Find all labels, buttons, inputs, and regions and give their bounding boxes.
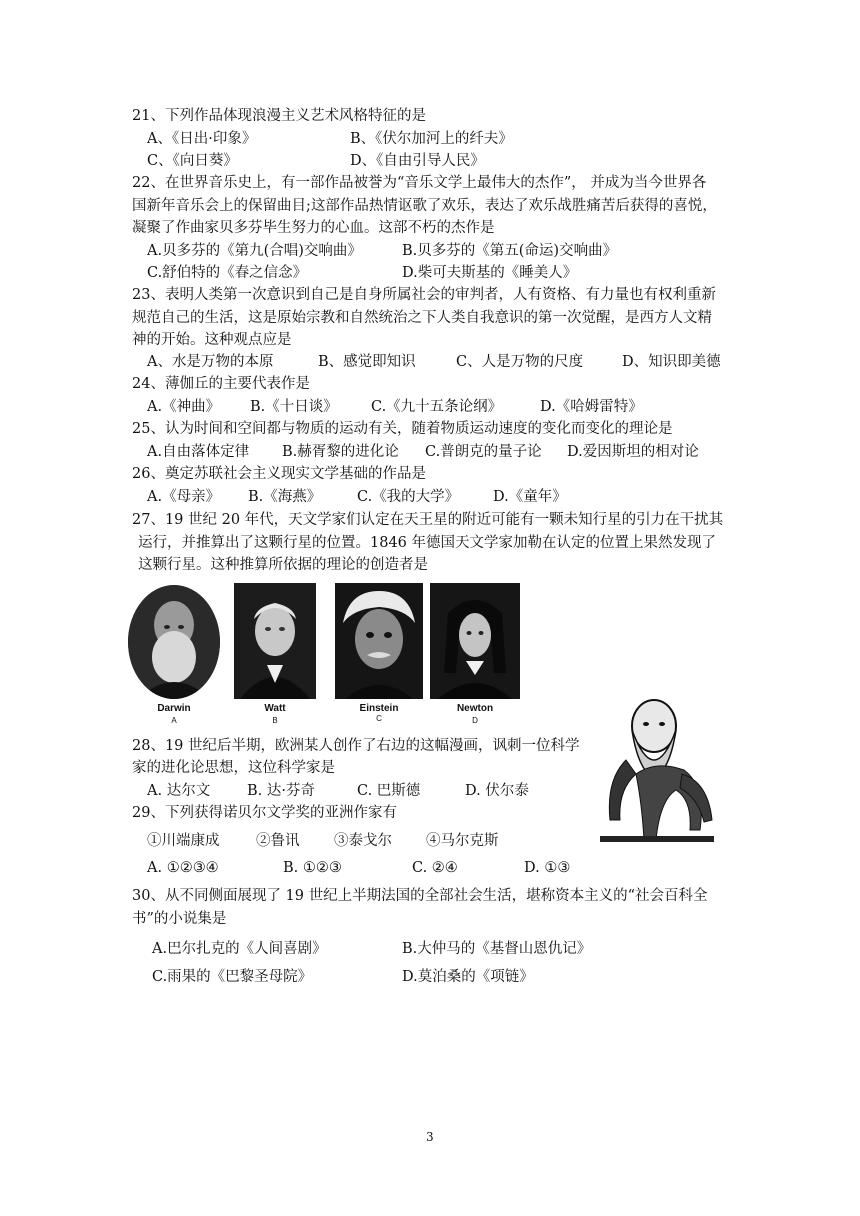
q25-option-b: B.赫胥黎的进化论 bbox=[282, 444, 399, 460]
q26-option-b: B.《海燕》 bbox=[248, 489, 322, 505]
q29-option-a: A. ①②③④ bbox=[147, 860, 219, 876]
portrait-caption-einstein: Einstein bbox=[359, 703, 399, 714]
q27-stem-line1: 27、19 世纪 20 年代，天文学家们认定在天王星的附近可能有一颗未知行星的引力在干扰其 bbox=[132, 512, 724, 528]
q23-option-a: A、水是万物的本原 bbox=[147, 354, 274, 370]
q23-stem-line1: 23、表明人类第一次意识到自己是自身所属社会的审判者，人有资格、有力量也有权利重新 bbox=[132, 287, 716, 303]
q23-option-d: D、知识即美德 bbox=[622, 354, 721, 370]
page-number: 3 bbox=[426, 1130, 434, 1144]
q30-stem-line2: 书”的小说集是 bbox=[132, 911, 227, 927]
portrait-einstein-icon bbox=[335, 583, 423, 699]
q22-stem-line2: 国新年音乐会上的保留曲目;这部作品热情讴歌了欢乐，表达了欢乐战胜痛苦后获得的喜悦， bbox=[132, 198, 717, 214]
portrait-caption-watt: Watt bbox=[264, 703, 286, 714]
q22-stem-line1: 22、在世界音乐史上，有一部作品被誉为“音乐文学上最伟大的杰作”， 并成为当今世界各 bbox=[132, 175, 707, 191]
q29-item-1: ①川端康成 bbox=[147, 833, 220, 849]
q30-stem-line1: 30、从不同侧面展现了 19 世纪上半期法国的全部社会生活，堪称资本主义的“社会百科全 bbox=[132, 888, 708, 904]
q27-stem-line2: 运行，并推算出了这颗行星的位置。1846 年德国天文学家加勒在认定的位置上果然发现了 bbox=[138, 535, 717, 551]
portrait-darwin-icon bbox=[128, 585, 220, 699]
q28-option-d: D. 伏尔泰 bbox=[465, 783, 529, 799]
q26-option-c: C.《我的大学》 bbox=[357, 489, 460, 505]
q29-item-4: ④马尔克斯 bbox=[426, 833, 499, 849]
q22-option-c: C.舒伯特的《春之信念》 bbox=[147, 265, 308, 281]
q30-option-b: B.大仲马的《基督山恩仇记》 bbox=[402, 941, 592, 957]
q28-option-b: B. 达·芬奇 bbox=[247, 783, 315, 799]
q22-option-b: B.贝多芬的《第五(命运)交响曲》 bbox=[402, 243, 618, 259]
q28-option-a: A. 达尔文 bbox=[147, 783, 211, 799]
q23-stem-line3: 神的开始。这种观点应是 bbox=[132, 332, 292, 348]
q30-option-a: A.巴尔扎克的《人间喜剧》 bbox=[152, 941, 327, 957]
q30-option-c: C.雨果的《巴黎圣母院》 bbox=[152, 969, 313, 985]
q30-option-d: D.莫泊桑的《项链》 bbox=[402, 969, 534, 985]
q22-stem-line3: 凝聚了作曲家贝多芬毕生努力的心血。这部不朽的杰作是 bbox=[132, 220, 495, 236]
q21-option-b: B、《伏尔加河上的纤夫》 bbox=[350, 131, 513, 147]
q25-option-a: A.自由落体定律 bbox=[147, 444, 250, 460]
q26-option-d: D.《童年》 bbox=[493, 489, 567, 505]
portrait-letter-b: B bbox=[272, 716, 278, 725]
q25-option-d: D.爱因斯坦的相对论 bbox=[567, 444, 699, 460]
q21-stem: 21、下列作品体现浪漫主义艺术风格特征的是 bbox=[132, 108, 426, 124]
q24-option-c: C.《九十五条论纲》 bbox=[371, 399, 503, 415]
portrait-newton-icon bbox=[430, 583, 520, 699]
q23-stem-line2: 规范自己的生活，这是原始宗教和自然统治之下人类自我意识的第一次觉醒，是西方人文精 bbox=[132, 310, 712, 326]
q29-stem: 29、下列获得诺贝尔文学奖的亚洲作家有 bbox=[132, 805, 397, 821]
q29-option-d: D. ①③ bbox=[524, 860, 571, 876]
q29-option-b: B. ①②③ bbox=[283, 860, 342, 876]
portrait-letter-c: C bbox=[376, 714, 382, 723]
q21-option-c: C、《向日葵》 bbox=[147, 153, 238, 169]
q23-option-c: C、人是万物的尺度 bbox=[456, 354, 584, 370]
q28-option-c: C. 巴斯德 bbox=[357, 783, 421, 799]
q25-option-c: C.普朗克的量子论 bbox=[425, 444, 542, 460]
q24-option-d: D.《哈姆雷特》 bbox=[540, 399, 643, 415]
q29-item-2: ②鲁讯 bbox=[256, 833, 300, 849]
portrait-caption-newton: Newton bbox=[456, 703, 494, 714]
q24-stem: 24、薄伽丘的主要代表作是 bbox=[132, 376, 310, 392]
portrait-letter-d: D bbox=[472, 716, 478, 725]
q25-stem: 25、认为时间和空间都与物质的运动有关，随着物质运动速度的变化而变化的理论是 bbox=[132, 421, 673, 437]
q29-option-c: C. ②④ bbox=[412, 860, 458, 876]
q21-option-d: D、《自由引导人民》 bbox=[350, 153, 485, 169]
q28-stem-line2: 家的进化论思想，这位科学家是 bbox=[132, 760, 335, 776]
q23-option-b: B、感觉即知识 bbox=[318, 354, 416, 370]
darwin-ape-cartoon-icon bbox=[596, 690, 718, 848]
q27-stem-line3: 这颗行星。这种推算所依据的理论的创造者是 bbox=[138, 557, 428, 573]
q24-option-a: A.《神曲》 bbox=[147, 399, 221, 415]
portrait-caption-darwin: Darwin bbox=[157, 703, 191, 714]
portrait-watt-icon bbox=[234, 583, 316, 699]
q22-option-d: D.柴可夫斯基的《睡美人》 bbox=[402, 265, 578, 281]
portrait-letter-a: A bbox=[171, 716, 177, 725]
q21-option-a: A、《日出·印象》 bbox=[147, 131, 257, 147]
q28-stem-line1: 28、19 世纪后半期，欧洲某人创作了右边的这幅漫画，讽刺一位科学 bbox=[132, 738, 580, 754]
q26-stem: 26、奠定苏联社会主义现实文学基础的作品是 bbox=[132, 466, 426, 482]
q22-option-a: A.贝多芬的《第九(合唱)交响曲》 bbox=[147, 243, 362, 259]
q29-item-3: ③泰戈尔 bbox=[334, 833, 392, 849]
q26-option-a: A.《母亲》 bbox=[147, 489, 221, 505]
q24-option-b: B.《十日谈》 bbox=[250, 399, 338, 415]
